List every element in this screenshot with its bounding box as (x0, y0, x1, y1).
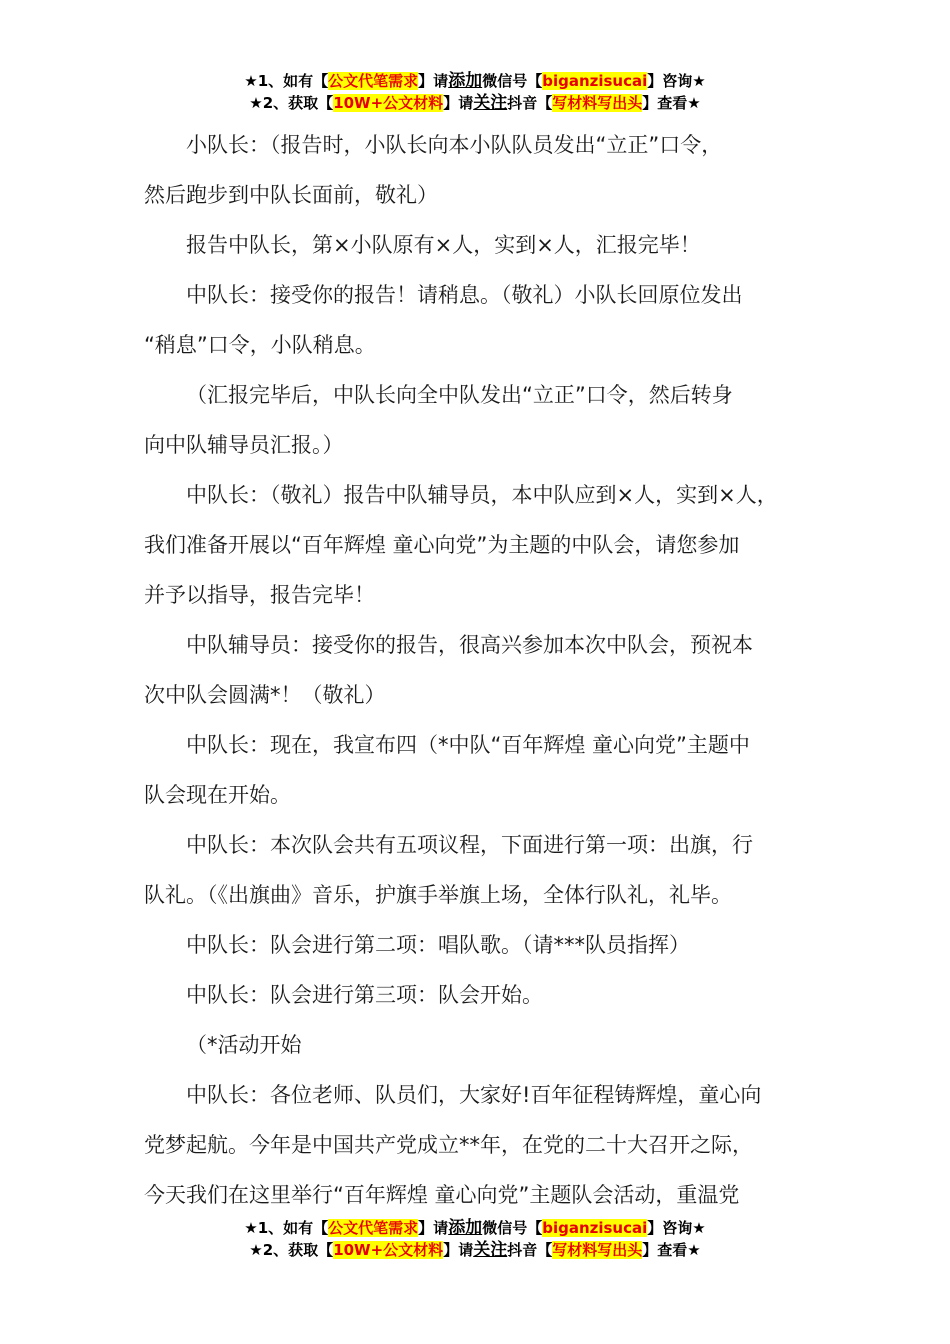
text-line: “稍息”口令，小队稍息。 (144, 333, 376, 357)
banner-highlight-service: 公文代笔需求 (328, 72, 419, 90)
banner-line-1: ★1、如有【公文代笔需求】请添加微信号【biganzisucai】咨询★ (244, 1218, 706, 1238)
text-line: 今天我们在这里举行“百年辉煌 童心向党”主题队会活动，重温党 (144, 1183, 740, 1207)
text-line: 然后跑步到中队长面前，敬礼） (144, 183, 438, 207)
banner-highlight-douyin: 写材料写出头 (552, 1241, 643, 1259)
banner-highlight-materials: 10W+公文材料 (333, 94, 444, 112)
text-line: 中队长：各位老师、队员们，大家好!百年征程铸辉煌，童心向 (186, 1083, 762, 1107)
text-line: 中队长：接受你的报告！请稍息。（敬礼）小队长回原位发出 (186, 283, 743, 307)
text-line: 中队长：（敬礼）报告中队辅导员，本中队应到×人，实到×人， (186, 483, 778, 507)
document-body (144, 120, 830, 1220)
text-line: 报告中队长，第×小队原有×人，实到×人，汇报完毕！ (186, 233, 701, 257)
text-line: 中队长：队会进行第二项：唱队歌。（请***队员指挥） (186, 933, 690, 957)
text-line: 中队长：现在，我宣布四（*中队“百年辉煌 童心向党”主题中 (186, 733, 750, 757)
header-banner (0, 70, 950, 114)
text-line: 党梦起航。今年是中国共产党成立**年，在党的二十大召开之际， (144, 1133, 753, 1157)
banner-highlight-wechat: biganzisucai (542, 72, 648, 90)
text-line: 中队辅导员：接受你的报告，很高兴参加本次中队会，预祝本 (186, 633, 753, 657)
text-line: （*活动开始 (186, 1033, 302, 1057)
text-line: 中队长：本次队会共有五项议程，下面进行第一项：出旗，行 (186, 833, 753, 857)
text-line: 中队长：队会进行第三项：队会开始。 (186, 983, 543, 1007)
banner-highlight-service: 公文代笔需求 (328, 1219, 419, 1237)
text-line: 队会现在开始。 (144, 783, 291, 807)
text-line: 次中队会圆满*！（敬礼） (144, 683, 386, 707)
banner-line-2: ★2、获取【10W+公文材料】请关注抖音【写材料写出头】查看★ (249, 1240, 701, 1260)
banner-highlight-wechat: biganzisucai (542, 1219, 648, 1237)
footer-banner (0, 1217, 950, 1261)
text-line: 小队长：（报告时，小队长向本小队队员发出“立正”口令， (186, 133, 723, 157)
banner-highlight-materials: 10W+公文材料 (333, 1241, 444, 1259)
banner-line-2: ★2、获取【10W+公文材料】请关注抖音【写材料写出头】查看★ (249, 93, 701, 113)
banner-highlight-douyin: 写材料写出头 (552, 94, 643, 112)
text-line: 向中队辅导员汇报。） (144, 433, 344, 457)
text-line: 并予以指导，报告完毕！ (144, 583, 375, 607)
text-line: （汇报完毕后，中队长向全中队发出“立正”口令，然后转身 (186, 383, 733, 407)
text-line: 我们准备开展以“百年辉煌 童心向党”为主题的中队会，请您参加 (144, 533, 740, 557)
text-line: 队礼。（《出旗曲》音乐，护旗手举旗上场，全体行队礼，礼毕。 (144, 883, 732, 907)
banner-line-1: ★1、如有【公文代笔需求】请添加微信号【biganzisucai】咨询★ (244, 71, 706, 91)
